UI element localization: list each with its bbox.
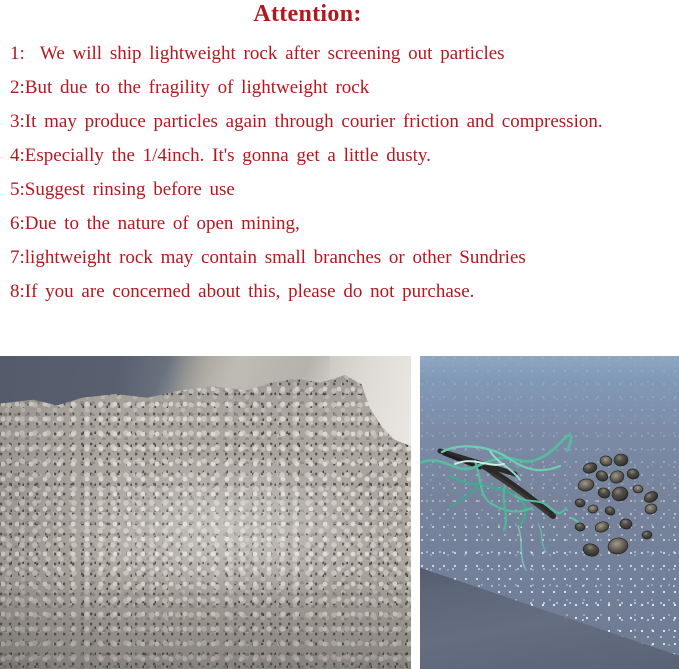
gravel-pile-photo [0, 356, 411, 669]
notice-list [10, 37, 677, 309]
photo-divider [411, 356, 420, 669]
note-line: 4:Especially the 1/4inch. It's gonna get a little dusty. [10, 145, 431, 166]
green-threads [420, 435, 578, 570]
note-line: 3:It may produce particles again through courier friction and compression. [10, 111, 603, 132]
note-line: 2:But due to the fragility of lightweight rock [10, 77, 370, 98]
note-line: 8:If you are concerned about this, please do not purchase. [10, 281, 475, 302]
page-title: Attention: [253, 1, 362, 27]
photo-row [0, 356, 679, 669]
debris-photo [420, 356, 679, 669]
note-line: 1: We will ship lightweight rock after screening out particles [10, 43, 505, 64]
debris-drawing [420, 356, 679, 669]
rock-cluster [574, 453, 659, 557]
note-line: 7:lightweight rock may contain small branches or other Sundries [10, 247, 526, 268]
note-line: 5:Suggest rinsing before use [10, 179, 235, 200]
note-line: 6:Due to the nature of open mining, [10, 213, 300, 234]
